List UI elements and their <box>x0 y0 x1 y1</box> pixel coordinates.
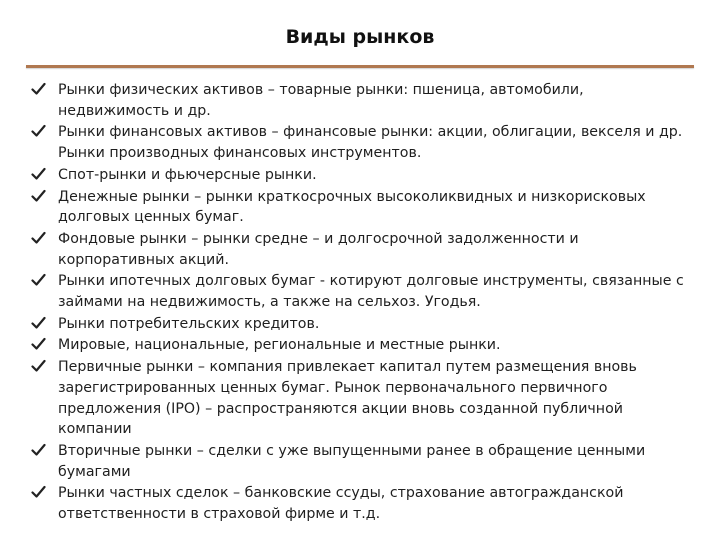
list-item <box>28 271 696 312</box>
list-item <box>28 165 696 186</box>
list-item-text: Мировые, национальные, региональные и местные рынки. <box>58 337 501 354</box>
list-item <box>28 80 696 121</box>
checkmark-icon <box>31 189 46 203</box>
list-item-text: Рынки физических активов – товарные рынки: пшеница, автомобили, недвижимость и др. <box>58 82 584 119</box>
checkmark-icon <box>31 359 46 373</box>
checkmark-icon <box>31 316 46 330</box>
checkmark-icon <box>31 82 46 96</box>
checkmark-icon <box>31 443 46 457</box>
list-item <box>28 122 696 163</box>
list-item-text: Фондовые рынки – рынки средне – и долгосрочной задолженности и корпоративных акций. <box>58 230 579 268</box>
list-item <box>28 335 696 356</box>
list-item-text: Рынки потребительских кредитов. <box>58 315 320 332</box>
list-item-text: Вторичные рынки – сделки с уже выпущенными ранее в обращение ценными бумагами <box>58 442 646 480</box>
checkmark-icon <box>31 124 46 138</box>
list-item <box>28 441 696 482</box>
list-item <box>28 187 696 228</box>
list-item-text: Рынки финансовых активов – финансовые рынки: акции, облигации, векселя и др. Рынки производных финансовых инструментов. <box>58 124 683 162</box>
slide-title: Виды рынков <box>285 26 435 48</box>
list-item-text: Первичные рынки – компания привлекает капитал путем размещения вновь зарегистрированных ценных бумаг. Рынок первоначального первичного предложения (IPO) – распространяются акции вновь созданной публичной компании <box>58 359 637 438</box>
checkmark-icon <box>31 485 46 499</box>
list-item-text: Рынки частных сделок – банковские ссуды, страхование автогражданской ответственности в страховой фирме и т.д. <box>58 485 624 523</box>
checkmark-icon <box>31 273 46 287</box>
checkmark-icon <box>31 167 46 181</box>
list-item-text: Рынки ипотечных долговых бумаг - котируют долговые инструменты, связанные с займами на недвижимость, а также на сельхоз. Угодья. <box>58 273 684 311</box>
checkmark-icon <box>31 231 46 245</box>
list-item <box>28 483 696 524</box>
list-item-text: Спот-рынки и фьючерсные рынки. <box>58 166 317 183</box>
list-item <box>28 229 696 270</box>
list-item-text: Денежные рынки – рынки краткосрочных высоколиквидных и низкорисковых долговых ценных бумаг. <box>58 188 646 226</box>
title-divider <box>26 65 694 68</box>
market-types-list <box>28 80 696 526</box>
list-item <box>28 314 696 335</box>
list-item <box>28 357 696 440</box>
checkmark-icon <box>31 337 46 351</box>
